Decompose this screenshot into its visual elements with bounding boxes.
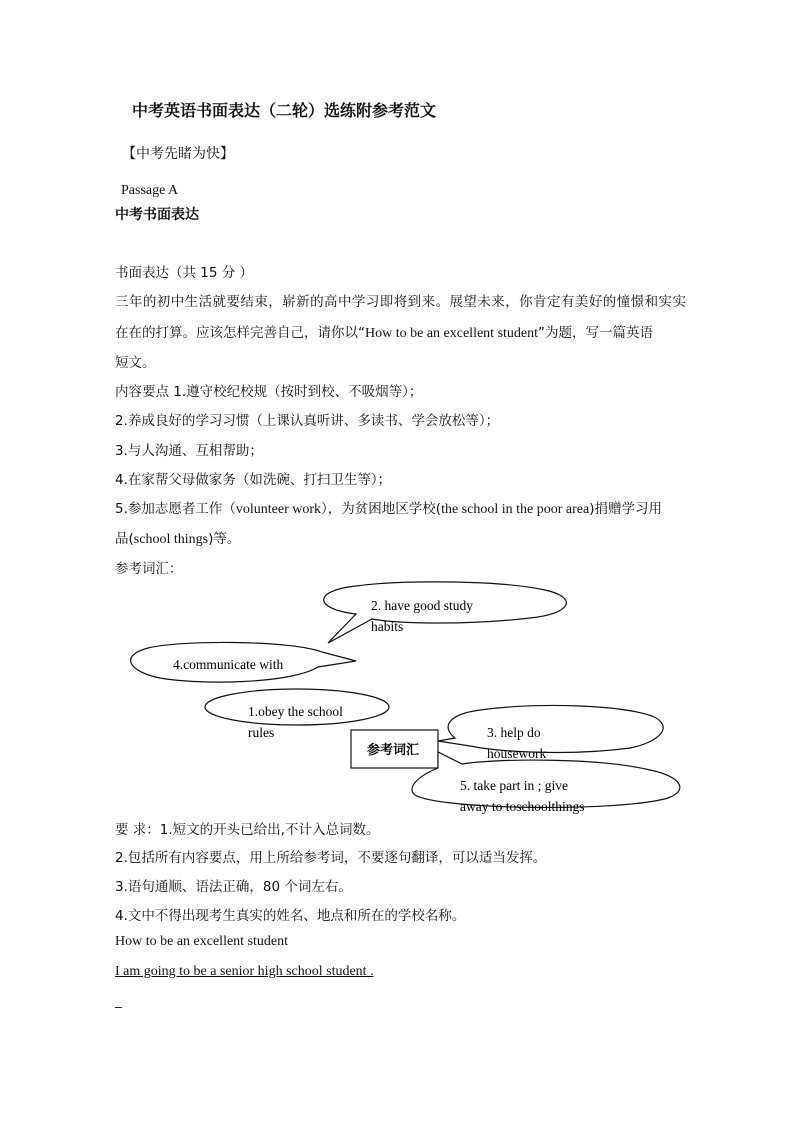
bubble-4-text: 4.communicate with — [173, 657, 284, 672]
section-heading: 中考书面表达 — [115, 207, 199, 223]
requirement-3: 3.语句通顺、语法正确，80 个词左右。 — [115, 879, 352, 895]
point-4: 4.在家帮父母做家务（如洗碗、打扫卫生等）； — [115, 472, 392, 488]
point-2: 2.养成良好的学习习惯（上课认真听讲、多读书、学会放松等）； — [115, 413, 500, 429]
prompt-line-1: 三年的初中生活就要结束，崭新的高中学习即将到来。展望未来，你肯定有美好的憧憬和实实 — [115, 294, 686, 310]
point-5-en-1: volunteer work — [235, 502, 322, 517]
bubble-5-line-1: 5. take part in ; give — [460, 778, 568, 793]
prompt-line-2-b: ”为题，写一篇英语 — [538, 325, 654, 341]
bubble-3-line-2: housework — [487, 746, 547, 761]
vocab-label: 参考词汇： — [115, 561, 183, 577]
bubble-1-line-2: rules — [248, 725, 275, 740]
point-5-b: ），为贫困地区学校( — [321, 501, 442, 517]
bubble-3-line-1: 3. help do — [487, 725, 541, 740]
bubble-2-line-1: 2. have good study — [371, 598, 473, 613]
point-5-c: )捐赠学习用 — [589, 501, 662, 517]
requirement-4: 4.文中不得出现考生真实的姓名、地点和所在的学校名称。 — [115, 908, 466, 924]
essay-first-line-text: I am going to be a senior high school student . — [115, 964, 374, 979]
essay-title — [115, 933, 288, 950]
bubble-2-line-2: habits — [371, 619, 404, 634]
requirement-1: 要 求：1.短文的开头已给出,不计入总词数。 — [115, 822, 380, 838]
bubble-3-shape — [438, 705, 663, 752]
bubble-1-line-1: 1.obey the school — [248, 704, 343, 719]
essay-first-line — [115, 963, 374, 980]
essay-title-text: How to be an excellent student — [115, 934, 289, 949]
prompt-topic-en: How to be an excellent student — [365, 326, 539, 341]
prompt-line-3: 短文。 — [115, 355, 156, 371]
essay-blank-line: _ — [115, 993, 122, 1009]
point-5-line-2-en: school things — [133, 532, 209, 547]
section-tag: 【中考先睹为快】 — [122, 146, 234, 162]
passage-label: Passage A — [121, 183, 179, 198]
point-3: 3.与人沟通、互相帮助； — [115, 443, 263, 459]
score-line: 书面表达（共 15 分 ） — [115, 265, 254, 281]
page-title: 中考英语书面表达（二轮）选练附参考范文 — [132, 101, 437, 120]
point-5-line-2-a: 品( — [115, 531, 134, 547]
requirement-2: 2.包括所有内容要点，用上所给参考词，不要逐句翻译，可以适当发挥。 — [115, 850, 547, 866]
point-5-en-2: the school in the poor area — [441, 502, 590, 517]
prompt-line-2-a: 在在的打算。应该怎样完善自己，请你以“ — [115, 325, 365, 341]
point-1: 内容要点 1.遵守校纪校规（按时到校、不吸烟等）； — [115, 384, 423, 400]
bubble-5-line-2: away to toschoolthings — [460, 799, 585, 814]
point-5-a: 5.参加志愿者工作（ — [115, 501, 236, 517]
center-box-label: 参考词汇 — [367, 743, 420, 758]
point-5-line-2-b: )等。 — [208, 531, 241, 547]
